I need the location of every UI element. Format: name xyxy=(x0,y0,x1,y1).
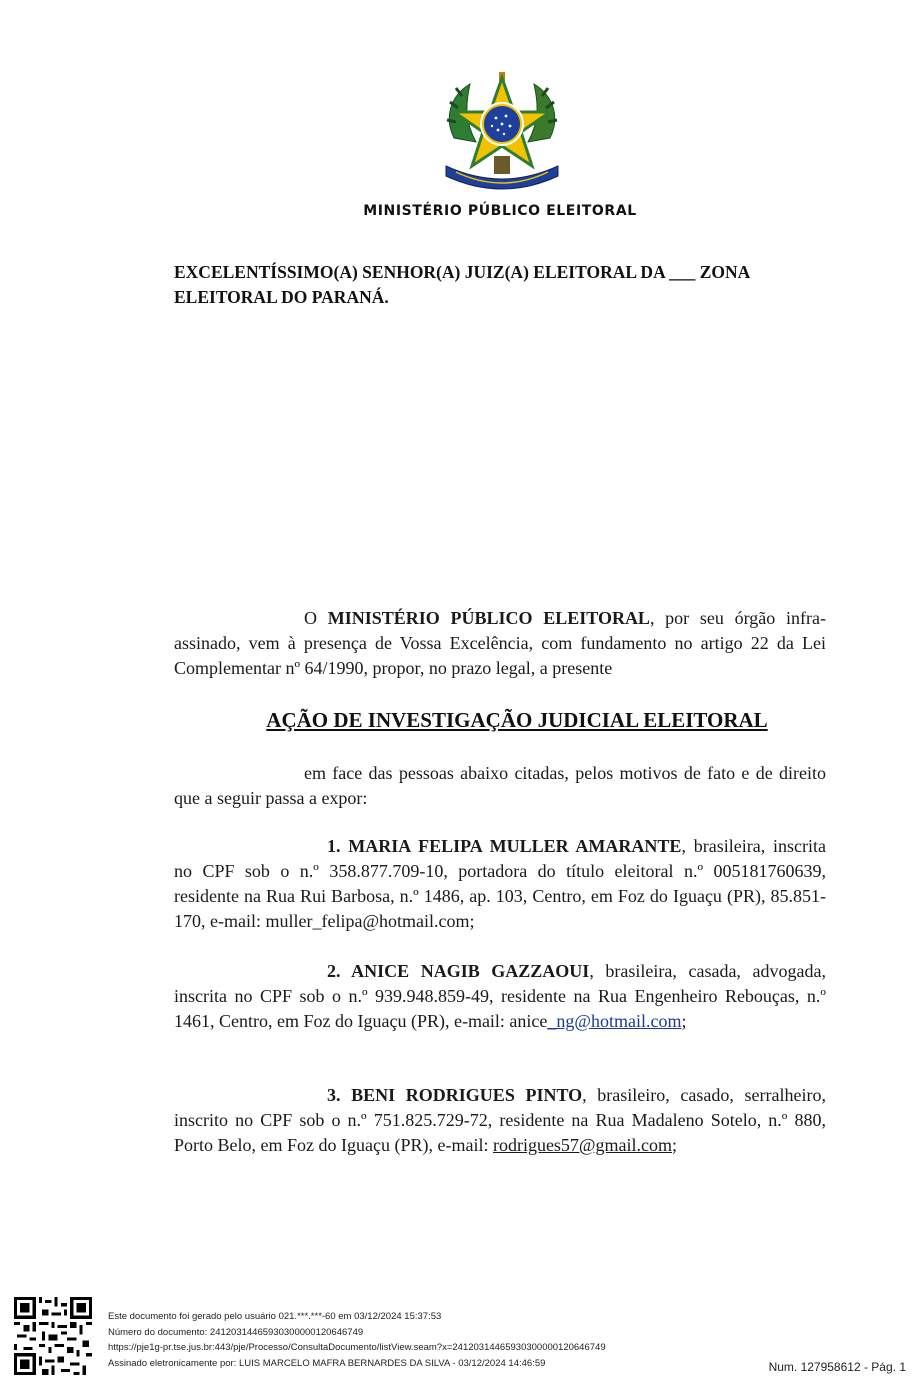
page-number: Num. 127958612 - Pág. 1 xyxy=(768,1360,906,1374)
against-paragraph xyxy=(174,761,826,811)
defendant-2-text: , brasileira, casada, advogada, inscrita no CPF sob o n.º 939.948.859-49, residente na Rua Engenheiro Rebouças, n.º 1461, Centro, em Foz do Iguaçu (PR), e-mail: anice xyxy=(174,961,826,1031)
intro-text: , por seu órgão infra-assinado, vem à presença de Vossa Excelência, com fundamento no artigo 22 da Lei Complementar nº 64/1990, propor, no prazo legal, a presente xyxy=(174,608,827,678)
defendant-1 xyxy=(174,834,826,934)
defendant-3-text: , brasileiro, casado, serralheiro, inscrito no CPF sob o n.º 751.825.729-72, residente na Rua Madaleno Sotelo, n.º 880, Porto Belo, em Foz do Iguaçu (PR), e-mail: xyxy=(174,1085,826,1155)
footer-url[interactable]: https://pje1g-pr.tse.jus.br:443/pje/Processo/ConsultaDocumento/listView.seam?x=24120314465930300000120646749 xyxy=(108,1342,606,1353)
court-address: EXCELENTÍSSIMO(A) SENHOR(A) JUIZ(A) ELEITORAL DA ___ ZONA ELEITORAL DO PARANÁ. xyxy=(174,262,750,307)
organization-heading: MINISTÉRIO PÚBLICO ELEITORAL xyxy=(363,203,637,219)
defendant-1-name: 1. MARIA FELIPA MULLER AMARANTE xyxy=(327,836,682,856)
intro-paragraph xyxy=(174,606,826,681)
defendant-3-end: ; xyxy=(672,1135,678,1155)
defendant-2-email-link[interactable]: _ng@hotmail.com xyxy=(547,1011,682,1031)
defendant-2-name: 2. ANICE NAGIB GAZZAOUI xyxy=(327,961,590,981)
defendant-1-text: , brasileira, inscrita no CPF sob o n.º 358.877.709-10, portadora do título eleitoral n.º 005181760639, residente na Rua Rui Barbosa, n.º 1486, ap. 103, Centro, em Foz do Iguaçu (PR), 85.851-170, e-mail: muller_felipa@hotmail.com; xyxy=(174,836,827,931)
intro-prefix: O xyxy=(304,608,328,628)
against-text: em face das pessoas abaixo citadas, pelos motivos de fato e de direito que a seguir passa a expor: xyxy=(174,763,826,808)
defendant-2-end: ; xyxy=(681,1011,687,1031)
defendant-3-email-link[interactable]: rodrigues57@gmail.com xyxy=(492,1135,672,1155)
qr-code-icon[interactable] xyxy=(14,1297,92,1375)
footer-signed: Assinado eletronicamente por: LUIS MARCELO MAFRA BERNARDES DA SILVA - 03/12/2024 14:46:59 xyxy=(108,1357,546,1369)
defendant-3 xyxy=(174,1083,826,1158)
document-footer xyxy=(108,1309,606,1371)
defendant-2 xyxy=(174,959,826,1034)
coat-of-arms-icon xyxy=(436,68,568,194)
footer-generated: Este documento foi gerado pelo usuário 021.***.***-60 em 03/12/2024 15:37:53 xyxy=(108,1311,442,1322)
footer-doc-number: Número do documento: 24120314465930300000120646749 xyxy=(108,1326,364,1338)
intro-bold: MINISTÉRIO PÚBLICO ELEITORAL xyxy=(327,608,650,628)
action-title: AÇÃO DE INVESTIGAÇÃO JUDICIAL ELEITORAL xyxy=(266,708,768,732)
defendant-3-name: 3. BENI RODRIGUES PINTO xyxy=(327,1085,583,1105)
